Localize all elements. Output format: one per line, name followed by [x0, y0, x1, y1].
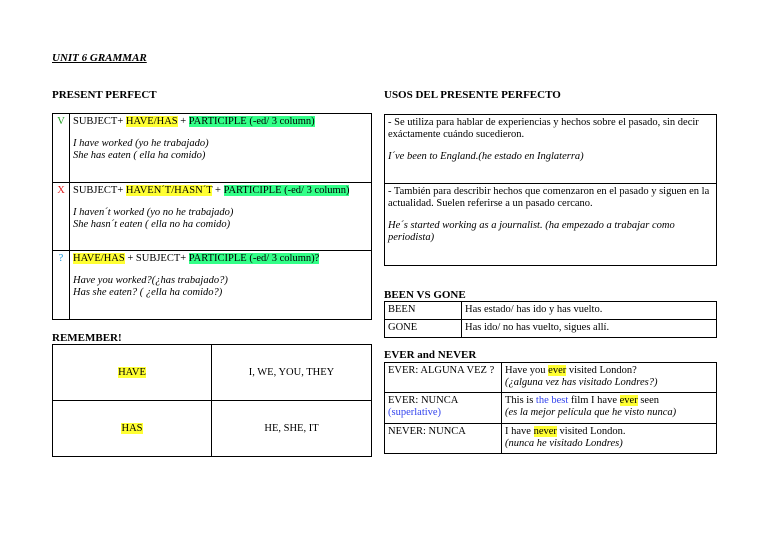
question-symbol: ? — [53, 251, 70, 320]
question-cell: HAVE/HAS + SUBJECT+ PARTICIPLE (-ed/ 3 column)? Have you worked?(¿has trabajado?) Has she eaten? ( ¿ella ha comido?) — [70, 251, 372, 320]
usos-cell: - También para describir hechos que comenzaron en el pasado y siguen en la actualidad. Suelen referirse a un pasado cercano. He´s started working as a journalist. (ha empezado a trabajar como periodista) — [385, 184, 717, 266]
negative-cell: SUBJECT+ HAVEN´T/HASN´T + PARTICIPLE (-ed/ 3 column) I haven´t worked (yo no he trabajado) She hasn´t eaten ( ella no ha comido) — [70, 183, 372, 251]
table-row — [53, 251, 372, 320]
label-cell: NEVER: NUNCA — [385, 424, 502, 454]
table-row — [53, 345, 372, 401]
example-cell: Have you ever visited London? (¿alguna vez has visitado Londres?) — [502, 363, 717, 393]
remember-table — [52, 344, 372, 457]
pronouns-cell: HE, SHE, IT — [212, 401, 372, 457]
table-row — [385, 115, 717, 184]
table-row — [53, 401, 372, 457]
usos-cell: - Se utiliza para hablar de experiencias y hechos sobre el pasado, sin decir exáctamente cuándo sucedieron. I´ve been to England.(he estado en Inglaterra) — [385, 115, 717, 184]
table-row — [385, 184, 717, 266]
affirmative-cell: SUBJECT+ HAVE/HAS + PARTICIPLE (-ed/ 3 column) I have worked (yo he trabajado) She has eaten ( ella ha comido) — [70, 114, 372, 183]
been-gone-heading: BEEN VS GONE — [384, 289, 466, 301]
table-row — [53, 114, 372, 183]
superlative-note: (superlative) — [388, 407, 442, 418]
page-title: UNIT 6 GRAMMAR — [52, 52, 147, 64]
have-cell: HAVE — [53, 345, 212, 401]
meaning-cell: Has estado/ has ido y has vuelto. — [462, 302, 717, 320]
word-cell: BEEN — [385, 302, 462, 320]
been-gone-table — [384, 301, 717, 338]
present-perfect-table — [52, 113, 372, 320]
example-cell: This is the best film I have ever seen (es la mejor película que he visto nunca) — [502, 393, 717, 424]
table-row — [385, 302, 717, 320]
example-cell: I have never visited London. (nunca he visitado Londres) — [502, 424, 717, 454]
table-row — [385, 424, 717, 454]
table-row — [385, 320, 717, 338]
ever-never-heading: EVER and NEVER — [384, 349, 477, 361]
table-row — [385, 363, 717, 393]
affirmative-symbol: V — [53, 114, 70, 183]
meaning-cell: Has ido/ no has vuelto, sigues allí. — [462, 320, 717, 338]
word-cell: GONE — [385, 320, 462, 338]
usos-heading: USOS DEL PRESENTE PERFECTO — [384, 89, 561, 101]
present-perfect-heading: PRESENT PERFECT — [52, 89, 157, 101]
ever-never-table — [384, 362, 717, 454]
usos-table — [384, 114, 717, 266]
table-row — [53, 183, 372, 251]
label-cell: EVER: ALGUNA VEZ ? — [385, 363, 502, 393]
label-cell: EVER: NUNCA (superlative) — [385, 393, 502, 424]
remember-heading: REMEMBER! — [52, 332, 122, 344]
negative-symbol: X — [53, 183, 70, 251]
table-row — [385, 393, 717, 424]
has-cell: HAS — [53, 401, 212, 457]
pronouns-cell: I, WE, YOU, THEY — [212, 345, 372, 401]
